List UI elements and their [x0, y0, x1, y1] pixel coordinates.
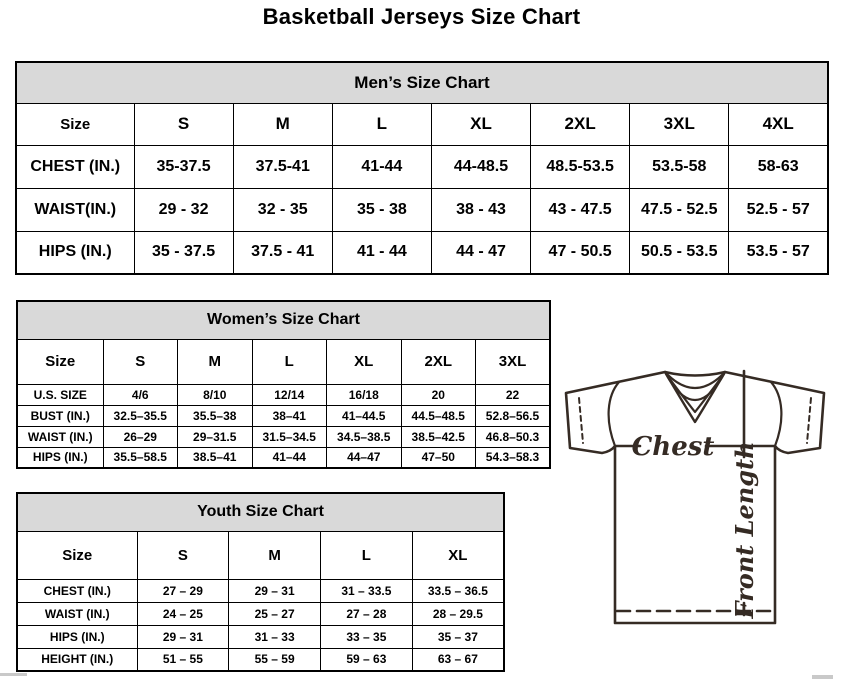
row-label: WAIST(IN.) [16, 188, 134, 231]
column-header: L [321, 531, 413, 579]
cell: 41-44 [332, 145, 431, 188]
row-label: HIPS (IN.) [17, 447, 103, 468]
mens-size-header-row [16, 103, 828, 145]
cell: 27 – 28 [321, 602, 413, 625]
cell: 12/14 [252, 384, 327, 405]
cell: 25 – 27 [229, 602, 321, 625]
womens-size-header-row [17, 339, 550, 384]
cell: 44 - 47 [431, 231, 530, 274]
cell: 20 [401, 384, 476, 405]
cell: 35.5–38 [178, 405, 253, 426]
cell: 16/18 [327, 384, 402, 405]
front-length-label: Front Length [730, 441, 759, 619]
cell: 51 – 55 [137, 648, 229, 671]
cell: 35 - 38 [332, 188, 431, 231]
column-header: XL [327, 339, 402, 384]
cell: 8/10 [178, 384, 253, 405]
womens-table-header-row [17, 301, 550, 339]
mens-size-table [15, 61, 829, 275]
womens-size-table [16, 300, 551, 469]
row-label: HEIGHT (IN.) [17, 648, 137, 671]
mens-table-header-row [16, 62, 828, 103]
column-header: S [103, 339, 178, 384]
cell: 38–41 [252, 405, 327, 426]
cell: 24 – 25 [137, 602, 229, 625]
row-label: WAIST (IN.) [17, 426, 103, 447]
cell: 63 – 67 [412, 648, 504, 671]
scrollbar-fragment-left [0, 673, 27, 676]
table-row [17, 447, 550, 468]
column-header: 3XL [630, 103, 729, 145]
cell: 47 - 50.5 [531, 231, 630, 274]
page-title: Basketball Jerseys Size Chart [262, 4, 581, 29]
column-header: XL [412, 531, 504, 579]
youth-table-header-row [17, 493, 504, 531]
column-header: M [178, 339, 253, 384]
cell: 37.5 - 41 [233, 231, 332, 274]
table-row [17, 625, 504, 648]
cell: 52.8–56.5 [476, 405, 551, 426]
cell: 32 - 35 [233, 188, 332, 231]
cell: 53.5-58 [630, 145, 729, 188]
column-header: M [233, 103, 332, 145]
column-header: L [252, 339, 327, 384]
table-row [17, 384, 550, 405]
cell: 38.5–41 [178, 447, 253, 468]
cell: 41 - 44 [332, 231, 431, 274]
column-header: S [137, 531, 229, 579]
youth-size-table [16, 492, 505, 672]
chest-label: Chest [631, 432, 715, 462]
column-header: 2XL [531, 103, 630, 145]
column-header: 2XL [401, 339, 476, 384]
cell: 55 – 59 [229, 648, 321, 671]
cell: 32.5–35.5 [103, 405, 178, 426]
cell: 35 - 37.5 [134, 231, 233, 274]
cell: 53.5 - 57 [729, 231, 828, 274]
youth-size-header-row [17, 531, 504, 579]
youth-table-title: Youth Size Chart [17, 493, 504, 531]
cell: 58-63 [729, 145, 828, 188]
cell: 31 – 33 [229, 625, 321, 648]
cell: 33.5 – 36.5 [412, 579, 504, 602]
row-label: HIPS (IN.) [16, 231, 134, 274]
column-header: L [332, 103, 431, 145]
cell: 31 – 33.5 [321, 579, 413, 602]
table-row [17, 579, 504, 602]
cell: 37.5-41 [233, 145, 332, 188]
column-header: 4XL [729, 103, 828, 145]
cell: 29 – 31 [137, 625, 229, 648]
cell: 54.3–58.3 [476, 447, 551, 468]
cell: 31.5–34.5 [252, 426, 327, 447]
table-row [17, 426, 550, 447]
cell: 26–29 [103, 426, 178, 447]
table-row [17, 648, 504, 671]
cell: 41–44 [252, 447, 327, 468]
cell: 35.5–58.5 [103, 447, 178, 468]
womens-table-title: Women’s Size Chart [17, 301, 550, 339]
cell: 59 – 63 [321, 648, 413, 671]
cell: 35-37.5 [134, 145, 233, 188]
cell: 33 – 35 [321, 625, 413, 648]
cell: 29 – 31 [229, 579, 321, 602]
cell: 44-48.5 [431, 145, 530, 188]
cell: 29 - 32 [134, 188, 233, 231]
mens-table-title: Men’s Size Chart [16, 62, 828, 103]
column-header: XL [431, 103, 530, 145]
table-row [16, 188, 828, 231]
size-column-label: Size [17, 531, 137, 579]
table-row [17, 405, 550, 426]
size-column-label: Size [16, 103, 134, 145]
size-column-label: Size [17, 339, 103, 384]
row-label: BUST (IN.) [17, 405, 103, 426]
column-header: 3XL [476, 339, 551, 384]
row-label: WAIST (IN.) [17, 602, 137, 625]
row-label: CHEST (IN.) [17, 579, 137, 602]
cell: 41–44.5 [327, 405, 402, 426]
column-header: M [229, 531, 321, 579]
cell: 48.5-53.5 [531, 145, 630, 188]
cell: 50.5 - 53.5 [630, 231, 729, 274]
cell: 34.5–38.5 [327, 426, 402, 447]
cell: 38 - 43 [431, 188, 530, 231]
row-label: CHEST (IN.) [16, 145, 134, 188]
jersey-outline [566, 372, 824, 623]
cell: 22 [476, 384, 551, 405]
table-row [17, 602, 504, 625]
cell: 4/6 [103, 384, 178, 405]
jersey-measurement-diagram [555, 364, 839, 676]
cell: 28 – 29.5 [412, 602, 504, 625]
row-label: U.S. SIZE [17, 384, 103, 405]
table-row [16, 145, 828, 188]
cell: 27 – 29 [137, 579, 229, 602]
cell: 46.8–50.3 [476, 426, 551, 447]
table-row [16, 231, 828, 274]
cell: 38.5–42.5 [401, 426, 476, 447]
column-header: S [134, 103, 233, 145]
scrollbar-fragment-right [812, 675, 833, 679]
cell: 47.5 - 52.5 [630, 188, 729, 231]
cell: 43 - 47.5 [531, 188, 630, 231]
cell: 35 – 37 [412, 625, 504, 648]
cell: 47–50 [401, 447, 476, 468]
row-label: HIPS (IN.) [17, 625, 137, 648]
cell: 52.5 - 57 [729, 188, 828, 231]
cell: 44.5–48.5 [401, 405, 476, 426]
cell: 44–47 [327, 447, 402, 468]
cell: 29–31.5 [178, 426, 253, 447]
